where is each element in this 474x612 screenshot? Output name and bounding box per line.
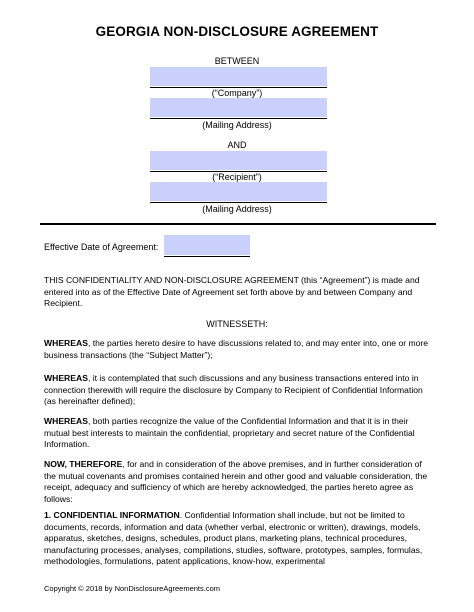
recipient-label: (“Recipient”) [212, 172, 262, 182]
now-therefore-text: , for and in consideration of the above premises, and in further consideration of the mutual covenants and promises contained herein and other good and valuable consideration, the receipt, adequacy and sufficiency of which are hereby acknowledged, the parties hereto agree as follows: [44, 459, 428, 504]
intro-paragraph: THIS CONFIDENTIALITY AND NON-DISCLOSURE AGREEMENT (this “Agreement”) is made and entered into as of the Effective Date of Agreement set forth above by and between Company and Recipient. [44, 275, 420, 308]
whereas-3-lead: WHEREAS [44, 416, 88, 426]
whereas-3-text: , both parties recognize the value of the Confidential Information and that it is in their mutual best interests to maintain the confidential, proprietary and secret nature of the Confidential Information. [44, 416, 415, 449]
section-divider [40, 223, 436, 225]
whereas-paragraph-1 [44, 338, 436, 361]
recipient-address-field[interactable] [150, 182, 327, 201]
copyright-footer: Copyright © 2018 by NonDisclosureAgreements.com [44, 584, 221, 593]
effective-date-field[interactable] [164, 235, 250, 255]
recipient-mailing-address-label: (Mailing Address) [202, 204, 272, 214]
company-mailing-address-label: (Mailing Address) [202, 120, 272, 130]
whereas-paragraph-3 [44, 416, 436, 451]
now-therefore-lead: NOW, THEREFORE [44, 459, 123, 469]
whereas-1-lead: WHEREAS [44, 338, 88, 348]
effective-date-underline [164, 256, 250, 257]
recipient-address-underline [150, 202, 327, 203]
whereas-paragraph-2 [44, 373, 436, 408]
and-label: AND [227, 140, 247, 150]
company-address-field[interactable] [150, 98, 327, 117]
now-therefore-paragraph [44, 459, 436, 505]
document-title: GEORGIA NON-DISCLOSURE AGREEMENT [95, 24, 379, 39]
whereas-2-text: , it is contemplated that such discussions and any business transactions entered into in connection therewith will require the disclosure by Company to Recipient of Confidential Information (as hereinafter defined); [44, 373, 423, 406]
section-1-text: . Confidential Information shall include, but not be limited to documents, records, information and data (whether verbal, electronic or written), drawings, models, apparatus, sketches, designs, schedules, product plans, marketing plans, technical procedures, manufacturing processes, analyses, compilations, studies, software, prototypes, samples, formulas, methodologies, formulations, patent applications, know-how, experimental [44, 510, 423, 566]
section-1-lead: 1. CONFIDENTIAL INFORMATION [44, 510, 180, 520]
between-label: BETWEEN [214, 56, 260, 66]
whereas-1-text: , the parties hereto desire to have discussions related to, and may enter into, one or more business transactions (the “Subject Matter”); [44, 338, 429, 360]
effective-date-label: Effective Date of Agreement: [44, 242, 159, 252]
recipient-name-field[interactable] [150, 151, 327, 170]
confidential-information-paragraph [44, 510, 436, 568]
company-label: (“Company”) [211, 88, 263, 98]
whereas-2-lead: WHEREAS [44, 373, 88, 383]
company-address-underline [150, 118, 327, 119]
witnesseth-heading: WITNESSETH: [206, 319, 268, 329]
company-name-field[interactable] [150, 67, 327, 86]
